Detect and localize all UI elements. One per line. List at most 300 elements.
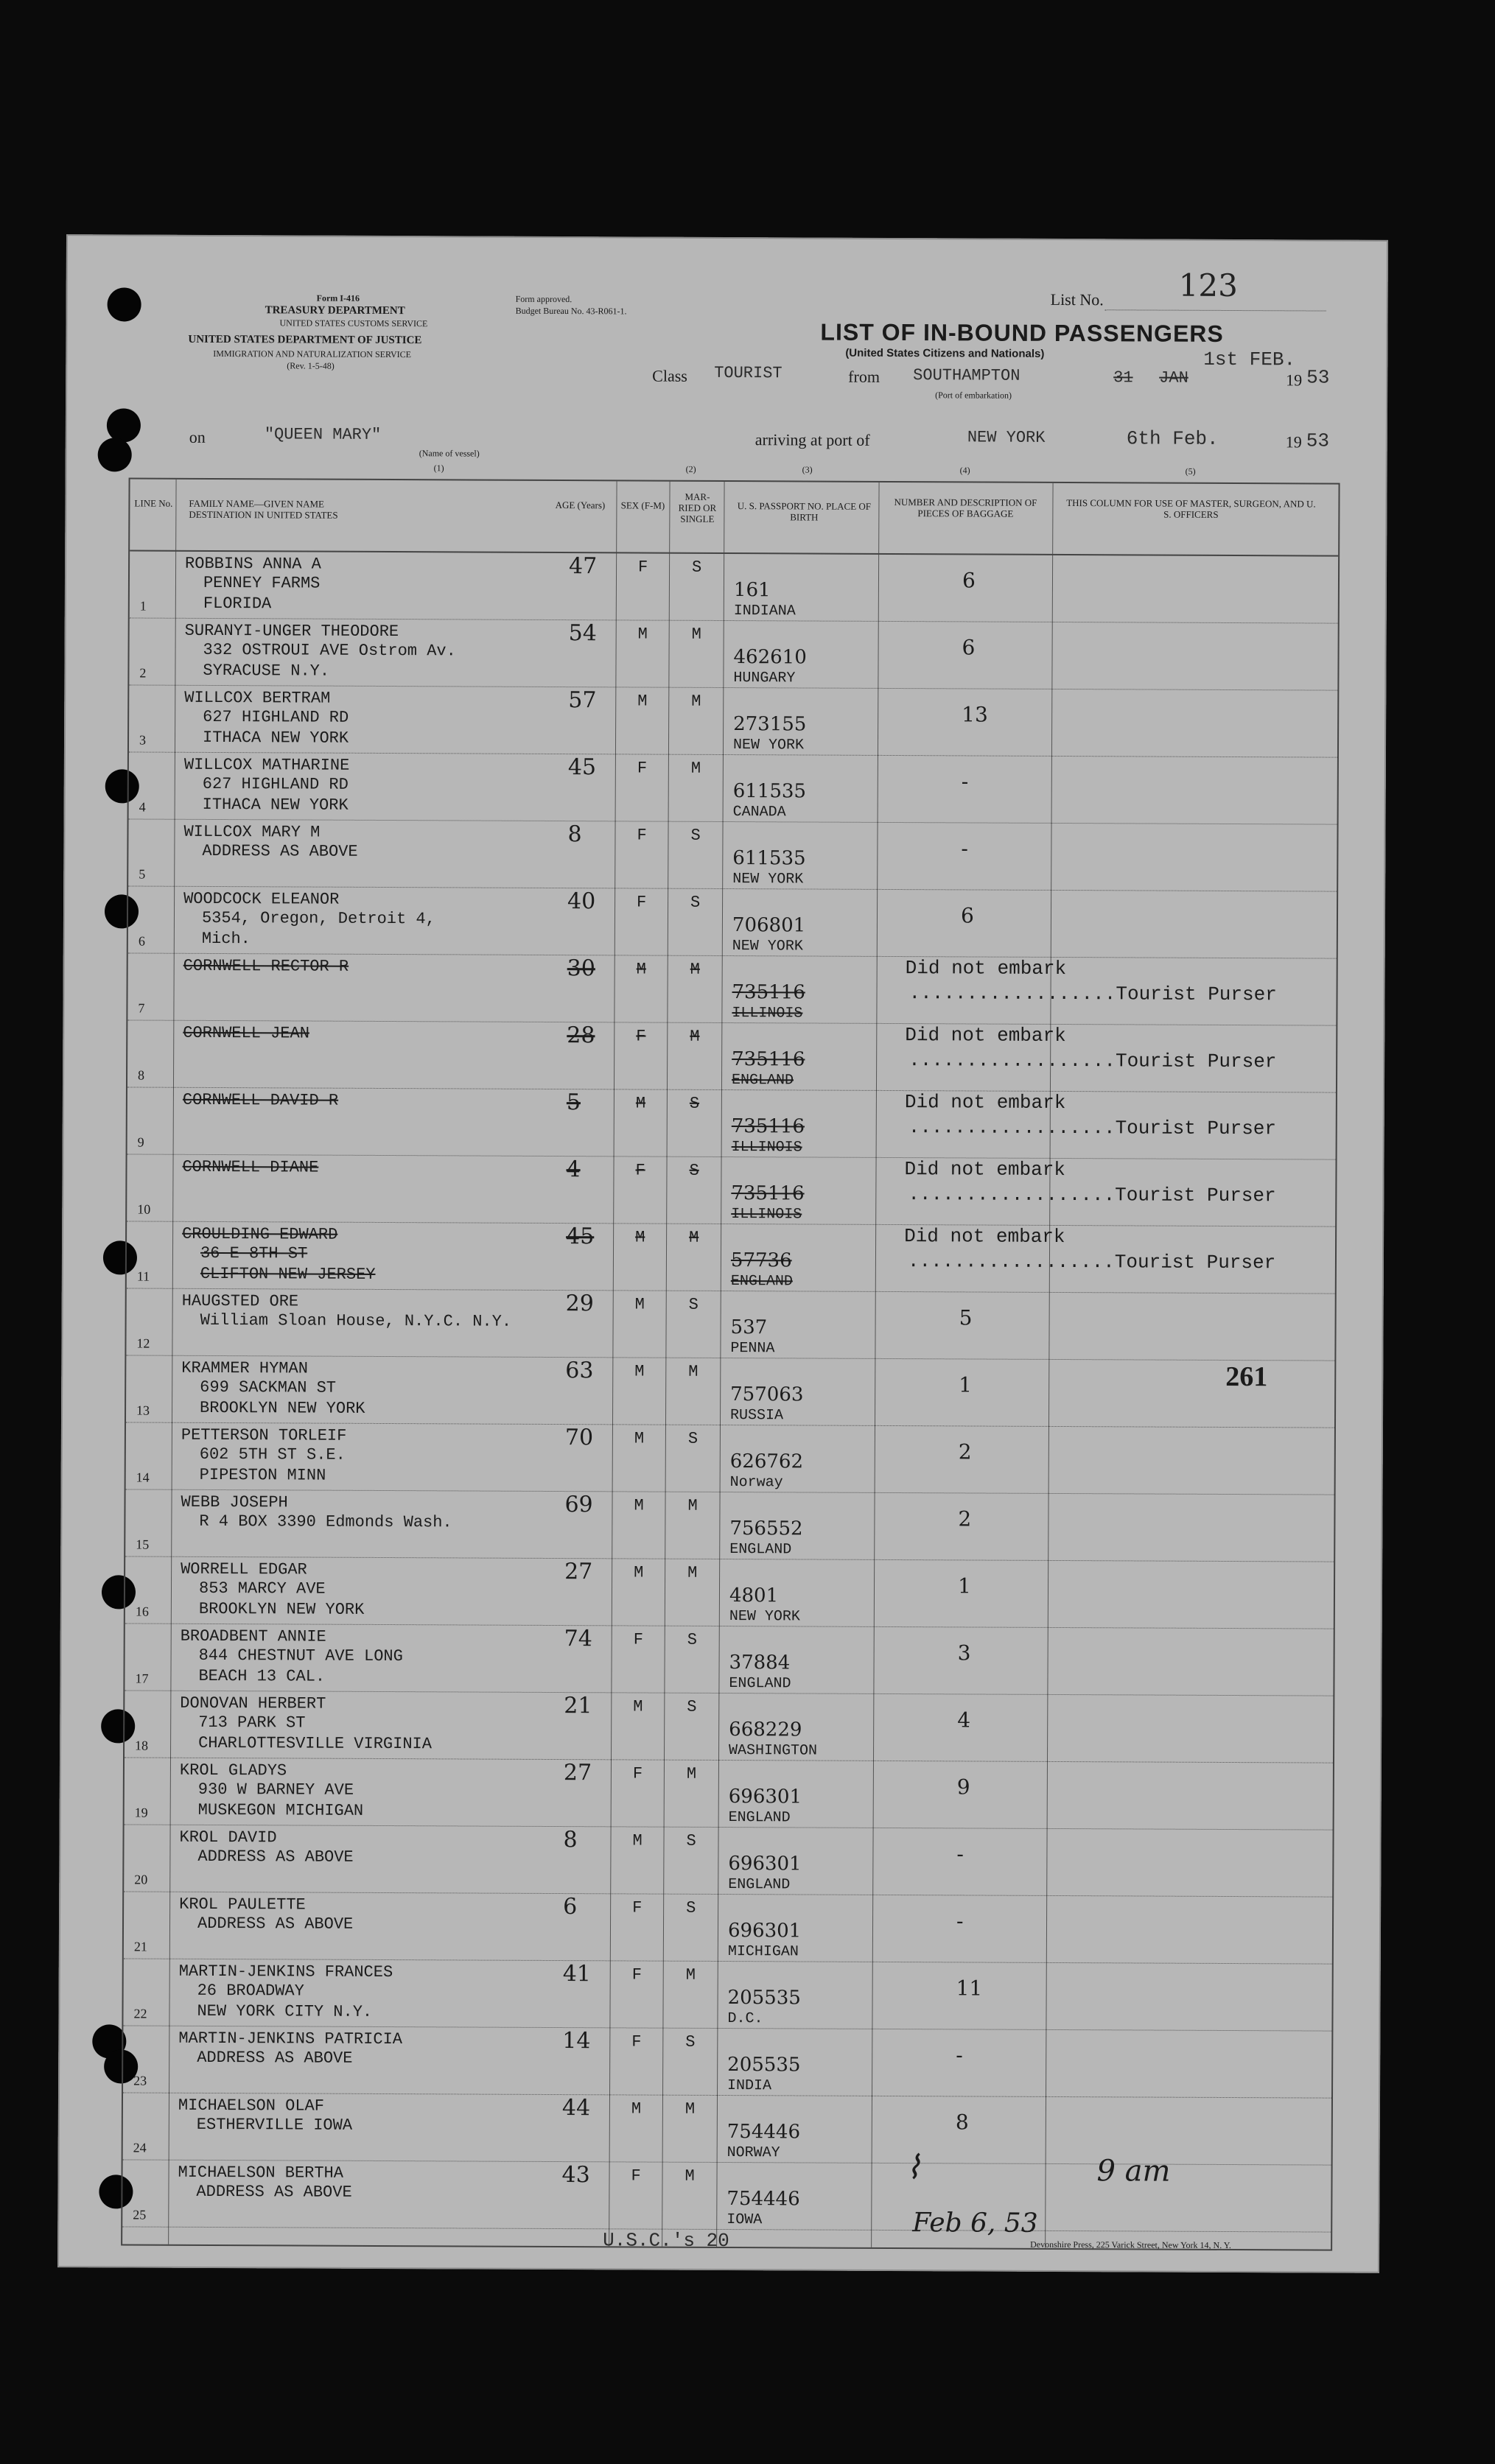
table-row	[127, 1221, 1335, 1294]
age-value: 47	[568, 553, 598, 580]
from-value: SOUTHAMPTON	[913, 366, 1020, 385]
marital-status: M	[689, 1228, 699, 1247]
header-officers: THIS COLUMN FOR USE OF MASTER, SURGEON, AND U. S. OFFICERS	[1066, 497, 1316, 520]
sex-value: M	[636, 960, 646, 979]
table-row	[126, 1355, 1334, 1428]
purser-title: Tourist Purser	[1115, 1184, 1276, 1207]
place-of-birth: NEW YORK	[732, 871, 804, 888]
line-number: 14	[136, 1470, 150, 1485]
baggage-count: 2	[958, 1506, 972, 1531]
destination-line-2: FLORIDA	[203, 594, 272, 614]
sex-value: F	[638, 558, 648, 577]
did-not-embark-note: Did not embark	[904, 1225, 1065, 1249]
class-value: TOURIST	[714, 363, 782, 383]
passenger-name: HAUGSTED ORE	[181, 1291, 299, 1311]
arriving-label: arriving at port of	[754, 430, 870, 449]
table-row	[123, 1959, 1331, 2031]
sex-value: M	[635, 1094, 646, 1113]
destination-line-1: ADDRESS AS ABOVE	[197, 2048, 353, 2068]
sex-value: M	[637, 692, 648, 711]
table-row	[127, 953, 1336, 1025]
form-number: Form I-416	[316, 292, 360, 303]
baggage-count: 11	[956, 1976, 983, 2001]
did-not-embark-note: Did not embark	[904, 1158, 1066, 1182]
passenger-name: CORNWELL DIANE	[182, 1157, 319, 1177]
place-of-birth: NORWAY	[727, 2144, 780, 2162]
destination-line-1: William Sloan House, N.Y.C. N.Y.	[200, 1310, 512, 1331]
list-no-underline	[1105, 309, 1326, 311]
age-value: 45	[567, 754, 597, 781]
sex-value: F	[631, 1965, 642, 1984]
passenger-name: WOODCOCK ELEANOR	[183, 889, 340, 909]
marital-status: M	[685, 1965, 696, 1984]
baggage-count: -	[956, 1842, 964, 1867]
arrival-date: 6th Feb.	[1126, 427, 1219, 450]
officer-signature: ⌇	[905, 2149, 922, 2187]
passenger-name: MICHAELSON BERTHA	[178, 2163, 344, 2183]
stamp-date: Feb 6, 53	[912, 2208, 1038, 2239]
table-row	[128, 819, 1337, 891]
passport-number: 754446	[727, 2188, 800, 2211]
place-of-birth: ENGLAND	[729, 1541, 792, 1559]
passenger-name: CORNWELL RECTOR R	[183, 956, 349, 976]
passport-number: 462610	[733, 646, 807, 669]
marital-status: M	[685, 2166, 695, 2186]
destination-line-2: NEW YORK CITY N.Y.	[197, 2001, 373, 2021]
passport-number: 57736	[730, 1249, 792, 1272]
line-number: 17	[135, 1671, 149, 1686]
table-row	[125, 1691, 1333, 1763]
destination-line-2: CLIFTON NEW JERSEY	[200, 1264, 376, 1284]
line-number: 13	[136, 1403, 150, 1418]
purser-note	[908, 1049, 1276, 1073]
age-value: 5	[566, 1089, 581, 1116]
line-number: 18	[135, 1738, 149, 1753]
header-sex: SEX (F-M)	[620, 499, 665, 511]
marital-status: M	[690, 960, 700, 979]
port-embark-label: (Port of embarkation)	[935, 390, 1012, 401]
line-number: 5	[139, 866, 146, 882]
destination-line-1: 36 E 8TH ST	[200, 1243, 308, 1263]
marital-status: S	[689, 1161, 699, 1180]
age-value: 40	[567, 888, 596, 915]
destination-line-1: 627 HIGHLAND RD	[203, 707, 349, 727]
baggage-count: -	[956, 1909, 964, 1934]
dotted-leader: ..................	[908, 1049, 1116, 1073]
passenger-name: MARTIN-JENKINS PATRICIA	[178, 2029, 403, 2049]
place-of-birth: ENGLAND	[729, 1675, 791, 1693]
place-of-birth: MICHIGAN	[727, 1943, 799, 1961]
passport-number: 537	[730, 1316, 768, 1339]
year-2-suffix: 53	[1306, 429, 1330, 452]
age-value: 41	[562, 1961, 591, 1987]
table-row	[127, 1154, 1335, 1226]
ins-service: IMMIGRATION AND NATURALIZATION SERVICE	[213, 348, 412, 360]
destination-line-2: ITHACA NEW YORK	[202, 795, 349, 815]
line-number: 20	[134, 1872, 148, 1887]
passenger-name: KROL DAVID	[179, 1828, 277, 1847]
line-number: 9	[137, 1134, 144, 1150]
place-of-birth: ILLINOIS	[732, 1005, 803, 1022]
destination-line-1: ESTHERVILLE IOWA	[196, 2115, 353, 2135]
header-name: FAMILY NAME—GIVEN NAME DESTINATION IN UNITED STATES	[189, 497, 338, 521]
passport-number: 696301	[728, 1786, 802, 1808]
place-of-birth: RUSSIA	[729, 1407, 784, 1425]
marital-status: S	[692, 558, 702, 577]
destination-line-2: BROOKLYN NEW YORK	[200, 1398, 365, 1418]
note-261: 261	[1225, 1361, 1268, 1393]
line-number: 15	[136, 1537, 150, 1552]
marital-status: S	[690, 826, 701, 845]
purser-note	[908, 1250, 1275, 1274]
destination-line-1: ADDRESS AS ABOVE	[196, 2182, 352, 2202]
date-struck: 31	[1113, 368, 1133, 387]
place-of-birth: PENNA	[730, 1340, 775, 1358]
place-of-birth: NEW YORK	[729, 1608, 800, 1626]
place-of-birth: NEW YORK	[732, 938, 803, 955]
passenger-name: WORRELL EDGAR	[181, 1559, 307, 1579]
destination-line-1: 26 BROADWAY	[197, 1981, 304, 2001]
marital-status: M	[690, 1027, 700, 1046]
purser-title: Tourist Purser	[1114, 1251, 1276, 1274]
age-value: 30	[567, 955, 595, 982]
sex-value: M	[631, 2099, 642, 2119]
passenger-name: CORNWELL JEAN	[183, 1023, 309, 1043]
passenger-name: PETTERSON TORLEIF	[181, 1425, 347, 1445]
passenger-name: ROBBINS ANNA A	[185, 554, 321, 574]
table-row	[127, 1087, 1336, 1159]
line-number: 12	[136, 1335, 150, 1351]
destination-line-2: BROOKLYN NEW YORK	[198, 1599, 365, 1619]
passport-number: 696301	[727, 1920, 802, 1942]
destination-line-2: ITHACA NEW YORK	[202, 728, 349, 748]
destination-line-1: 930 W BARNEY AVE	[197, 1780, 354, 1800]
passport-number: 756552	[729, 1517, 803, 1540]
marital-status: S	[685, 2032, 696, 2051]
destination-line-1: ADDRESS AS ABOVE	[197, 1914, 354, 1934]
treasury-dept: TREASURY DEPARTMENT	[265, 304, 405, 317]
passport-number: 735116	[732, 1048, 805, 1071]
passenger-name: DONOVAN HERBERT	[180, 1693, 326, 1713]
passenger-name: BROADBENT ANNIE	[180, 1626, 326, 1646]
table-row	[125, 1556, 1334, 1629]
marital-status: S	[687, 1630, 697, 1649]
age-value: 21	[564, 1693, 592, 1719]
baggage-count: 1	[957, 1573, 971, 1598]
baggage-count: 13	[962, 702, 988, 727]
baggage-count: 5	[959, 1305, 973, 1330]
year-1-suffix: 53	[1306, 366, 1330, 389]
passport-number: 757063	[730, 1383, 804, 1406]
line-number: 16	[135, 1604, 149, 1619]
destination-line-1: 627 HIGHLAND RD	[202, 774, 349, 794]
destination-line-1: ADDRESS AS ABOVE	[197, 1847, 354, 1867]
marital-status: S	[689, 1094, 700, 1113]
age-value: 6	[563, 1894, 578, 1920]
passport-number: 754446	[727, 2121, 801, 2144]
sex-value: M	[637, 625, 648, 644]
table-row	[124, 1825, 1332, 1897]
destination-line-1: ADDRESS AS ABOVE	[202, 841, 358, 861]
sex-value: M	[632, 1831, 643, 1850]
sex-value: M	[634, 1429, 645, 1448]
age-value: 74	[564, 1626, 592, 1652]
arrival-port: NEW YORK	[967, 428, 1046, 447]
passport-number: 273155	[733, 713, 807, 736]
line-number: 21	[133, 1939, 147, 1954]
age-value: 4	[566, 1156, 581, 1183]
purser-title: Tourist Purser	[1115, 1117, 1277, 1140]
age-value: 57	[568, 687, 597, 714]
document-subtitle: (United States Citizens and Nationals)	[845, 346, 1045, 360]
marital-status: S	[687, 1429, 699, 1448]
marital-status: S	[690, 893, 701, 912]
customs-service: UNITED STATES CUSTOMS SERVICE	[279, 317, 428, 329]
table-row	[128, 886, 1337, 958]
marital-status: M	[686, 1764, 697, 1783]
age-value: 54	[568, 620, 597, 647]
stamp-time: 9 am	[1096, 2154, 1171, 2189]
sex-value: M	[634, 1563, 644, 1582]
age-value: 28	[567, 1022, 595, 1049]
sex-value: F	[631, 2166, 641, 2186]
purser-title: Tourist Purser	[1116, 983, 1277, 1006]
place-of-birth: ENGLAND	[731, 1072, 794, 1089]
age-value: 14	[562, 2028, 591, 2054]
purser-note	[908, 1116, 1276, 1140]
punch-hole	[98, 438, 132, 471]
line-number: 2	[139, 665, 147, 681]
passport-number: 735116	[731, 1182, 805, 1205]
passport-number: 696301	[728, 1853, 802, 1875]
destination-line-2: PIPESTON MINN	[199, 1465, 326, 1485]
passport-number: 611535	[732, 847, 806, 870]
place-of-birth: INDIA	[727, 2077, 772, 2095]
passenger-name: KROL PAULETTE	[179, 1895, 306, 1914]
line-number: 10	[137, 1201, 151, 1217]
passenger-name: MARTIN-JENKINS FRANCES	[178, 1962, 393, 1982]
marital-status: M	[685, 2099, 696, 2119]
did-not-embark-note: Did not embark	[904, 1091, 1066, 1115]
table-row	[124, 1892, 1332, 1964]
line-number: 11	[136, 1268, 150, 1284]
passenger-name: MICHAELSON OLAF	[178, 2096, 325, 2116]
vessel-name: "QUEEN MARY"	[264, 425, 382, 444]
passport-number: 668229	[729, 1719, 802, 1741]
line-number: 24	[133, 2140, 147, 2155]
col-num: (2)	[685, 463, 696, 474]
passenger-name: CORNWELL DAVID R	[182, 1090, 339, 1110]
table-row	[126, 1288, 1334, 1361]
passport-number: 4801	[729, 1584, 779, 1607]
destination-line-1: R 4 BOX 3390 Edmonds Wash.	[199, 1512, 452, 1532]
table-row	[125, 1624, 1333, 1696]
form-approved: Form approved.	[515, 293, 573, 305]
age-value: 69	[564, 1492, 593, 1518]
destination-line-1: 853 MARCY AVE	[198, 1579, 326, 1598]
passenger-name: CROULDING EDWARD	[182, 1224, 338, 1244]
place-of-birth: ENGLAND	[728, 1876, 791, 1894]
destination-line-1: PENNEY FARMS	[203, 573, 321, 593]
line-number: 25	[133, 2207, 147, 2222]
marital-status: M	[687, 1496, 698, 1515]
from-label: from	[848, 367, 880, 386]
baggage-count: -	[961, 769, 969, 794]
marital-status: M	[688, 1362, 699, 1381]
place-of-birth: ILLINOIS	[731, 1139, 802, 1156]
col-num: (5)	[1185, 466, 1196, 477]
sex-value: M	[635, 1228, 645, 1247]
table-body	[122, 551, 1338, 2243]
passenger-name: WEBB JOSEPH	[181, 1492, 288, 1512]
marital-status: S	[688, 1295, 699, 1314]
place-of-birth: CANADA	[732, 804, 786, 821]
purser-note	[908, 1183, 1275, 1207]
sex-value: M	[633, 1697, 643, 1716]
line-number: 6	[138, 933, 145, 949]
destination-line-2: CHARLOTTESVILLE VIRGINIA	[198, 1733, 433, 1754]
passport-number: 37884	[729, 1652, 791, 1674]
destination-line-1: 713 PARK ST	[198, 1713, 306, 1733]
marital-status: M	[690, 759, 701, 778]
baggage-count: -	[956, 2043, 963, 2068]
sex-value: F	[637, 759, 648, 778]
age-value: 8	[563, 1827, 578, 1853]
sex-value: F	[631, 2032, 642, 2051]
marital-status: M	[691, 625, 701, 644]
passenger-name: SURANYI-UNGER THEODORE	[184, 621, 399, 642]
sex-value: M	[634, 1496, 644, 1515]
dotted-leader: ..................	[908, 982, 1116, 1005]
passport-number: 735116	[732, 981, 805, 1004]
date-corrected: 1st FEB.	[1203, 348, 1296, 371]
dotted-leader: ..................	[908, 1183, 1116, 1207]
budget-bureau: Budget Bureau No. 43-R061-1.	[515, 305, 627, 317]
age-value: 8	[567, 821, 582, 848]
sex-value: F	[636, 1027, 646, 1046]
table-row	[123, 2026, 1331, 2098]
destination-line-2: Mich.	[201, 929, 251, 949]
place-of-birth: ENGLAND	[730, 1273, 793, 1291]
col-num: (3)	[802, 464, 813, 475]
did-not-embark-note: Did not embark	[905, 1024, 1066, 1047]
destination-line-1: 699 SACKMAN ST	[200, 1377, 337, 1397]
age-value: 63	[565, 1358, 594, 1384]
line-number: 19	[134, 1805, 148, 1820]
passport-number: 205535	[727, 1987, 801, 2010]
on-label: on	[189, 427, 206, 446]
revision: (Rev. 1-5-48)	[287, 360, 335, 371]
passport-number: 161	[733, 579, 771, 602]
line-number: 22	[133, 2006, 147, 2021]
class-label: Class	[652, 366, 687, 385]
sex-value: F	[637, 893, 647, 912]
passport-number: 611535	[732, 780, 807, 803]
purser-note	[908, 982, 1276, 1005]
line-number: 4	[139, 799, 146, 815]
header-age: AGE (Years)	[555, 499, 606, 511]
place-of-birth: IOWA	[727, 2211, 763, 2229]
table-row	[125, 1489, 1334, 1562]
passport-number: 735116	[731, 1115, 805, 1138]
punch-hole	[108, 287, 141, 321]
passenger-name: KRAMMER HYMAN	[181, 1358, 309, 1378]
marital-status: M	[687, 1563, 698, 1582]
age-value: 70	[564, 1425, 594, 1451]
printer-line: Devonshire Press, 225 Varick Street, New York 14, N. Y.	[1030, 2239, 1231, 2251]
age-value: 27	[563, 1760, 592, 1786]
marital-status: S	[686, 1831, 696, 1850]
line-number: 8	[138, 1067, 145, 1083]
list-no-label: List No.	[1050, 289, 1104, 309]
age-value: 27	[564, 1559, 593, 1585]
destination-line-2: SYRACUSE N.Y.	[203, 661, 330, 681]
place-of-birth: WASHINGTON	[729, 1742, 818, 1760]
place-of-birth: ILLINOIS	[731, 1206, 802, 1224]
table-row	[125, 1758, 1333, 1830]
justice-dept: UNITED STATES DEPARTMENT OF JUSTICE	[188, 333, 422, 347]
header-married: MAR- RIED OR SINGLE	[678, 491, 717, 524]
destination-line-1: 5354, Oregon, Detroit 4,	[201, 908, 435, 929]
sex-value: F	[637, 826, 647, 845]
year-2: 19	[1285, 432, 1302, 452]
place-of-birth: HUNGARY	[733, 670, 796, 687]
list-no-value: 123	[1178, 267, 1239, 304]
marital-status: S	[686, 1898, 696, 1917]
place-of-birth: INDIANA	[733, 603, 796, 620]
col-num: (4)	[959, 465, 970, 476]
sex-value: M	[634, 1362, 645, 1381]
baggage-count: 6	[962, 568, 976, 593]
passport-number: 205535	[727, 2054, 801, 2077]
document-title: LIST OF IN-BOUND PASSENGERS	[820, 318, 1224, 347]
table-row	[127, 1020, 1336, 1092]
vessel-label: (Name of vessel)	[419, 448, 480, 459]
baggage-count: 1	[959, 1372, 973, 1397]
baggage-count: 8	[955, 2110, 969, 2135]
dotted-leader: ..................	[907, 1250, 1115, 1274]
age-value: 44	[561, 2095, 591, 2121]
passenger-name: KROL GLADYS	[179, 1761, 287, 1780]
sex-value: F	[632, 1898, 643, 1917]
sex-value: F	[632, 1764, 643, 1783]
date-struck-month: JAN	[1159, 368, 1188, 387]
destination-line-1: 332 OSTROUI AVE Ostrom Av.	[203, 640, 456, 661]
place-of-birth: D.C.	[727, 2010, 763, 2028]
table-row	[130, 551, 1338, 623]
age-value: 29	[565, 1291, 594, 1317]
year-1: 19	[1286, 371, 1303, 390]
baggage-count: 4	[957, 1707, 971, 1733]
baggage-count: 6	[960, 903, 974, 928]
table-row	[126, 1422, 1334, 1495]
table-row	[129, 618, 1337, 690]
sex-value: F	[635, 1161, 645, 1180]
passenger-name: WILLCOX MATHARINE	[183, 755, 350, 775]
destination-line-2: MUSKEGON MICHIGAN	[197, 1800, 364, 1820]
header-line-no: LINE No.	[134, 497, 173, 509]
col-num: (1)	[433, 463, 444, 474]
passport-number: 626762	[729, 1450, 804, 1473]
destination-line-2: BEACH 13 CAL.	[198, 1666, 326, 1686]
passenger-name: WILLCOX BERTRAM	[184, 688, 331, 708]
line-number: 3	[139, 732, 147, 748]
passport-number: 706801	[732, 914, 806, 937]
age-value: 43	[561, 2162, 590, 2189]
baggage-count: -	[961, 836, 968, 861]
baggage-count: 2	[958, 1439, 972, 1464]
line-number: 1	[139, 598, 147, 614]
